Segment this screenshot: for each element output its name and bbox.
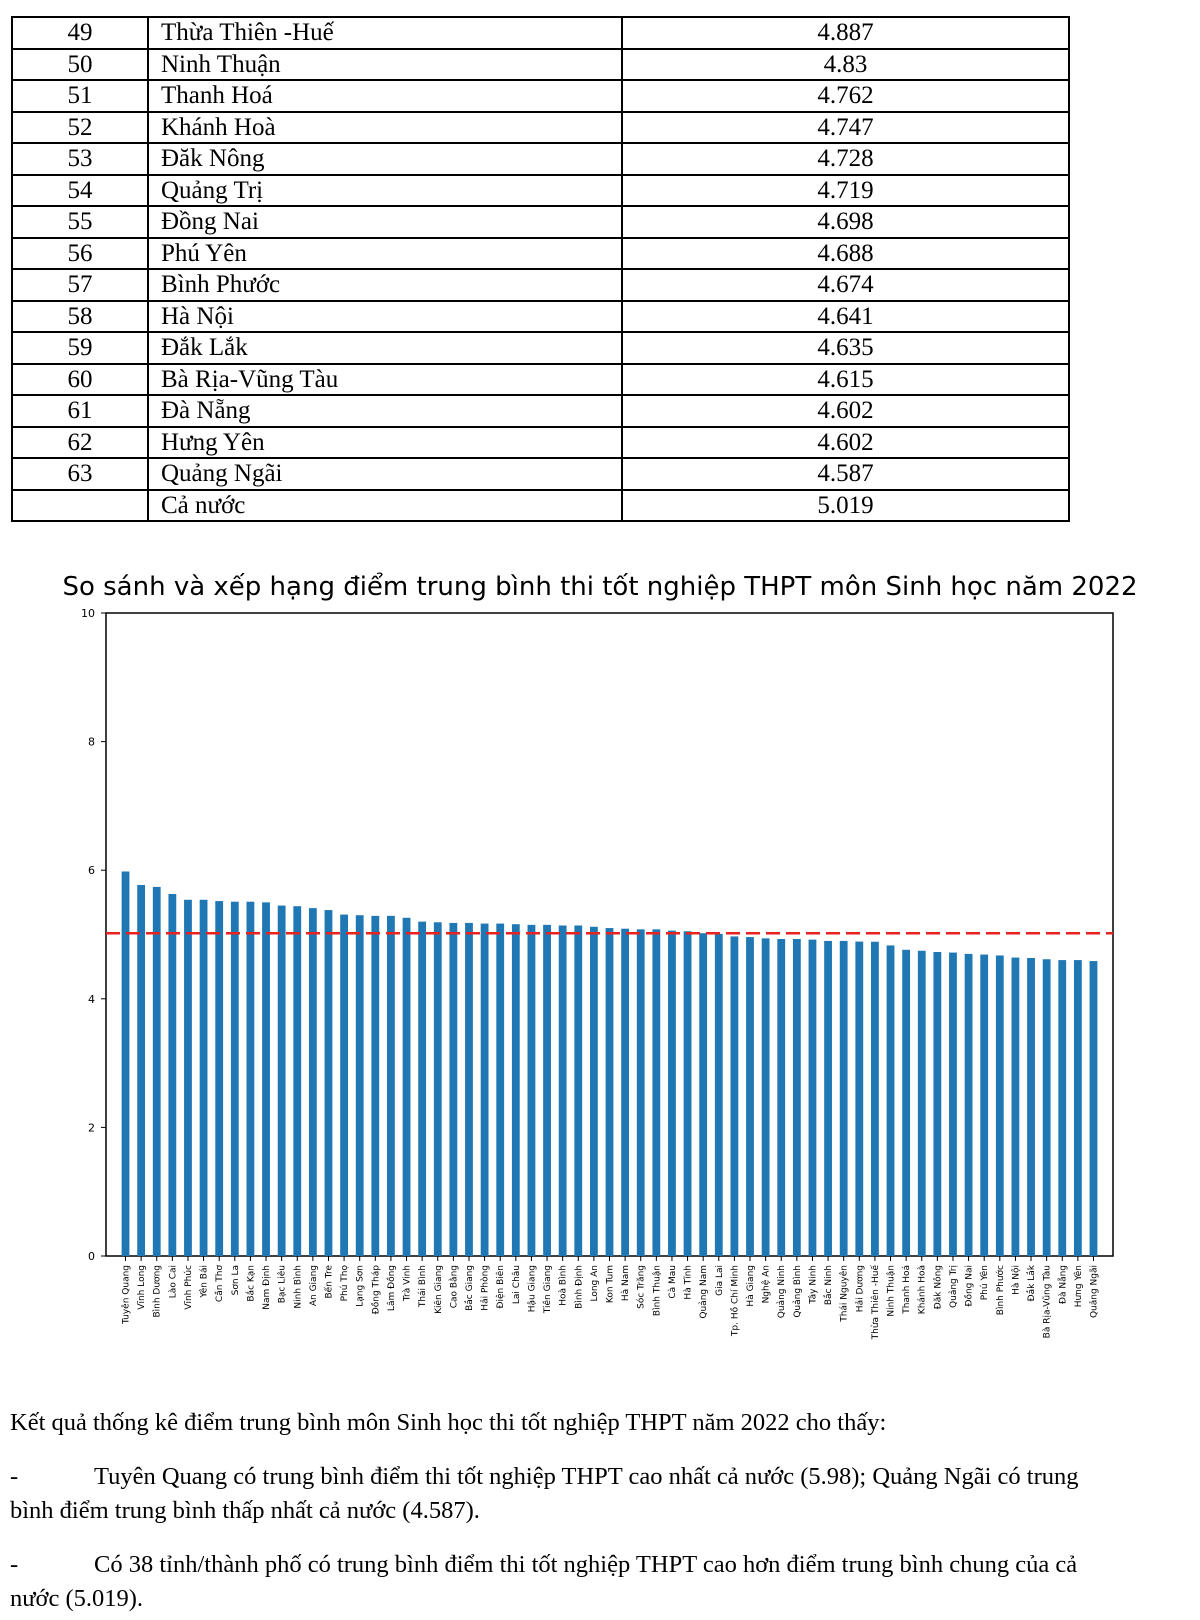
bar <box>481 924 489 1256</box>
bar-chart <box>0 600 1200 1360</box>
province-cell: Hà Nội <box>148 301 622 333</box>
province-cell: Thanh Hoá <box>148 80 622 112</box>
table-row <box>12 427 1069 459</box>
bar <box>684 931 692 1256</box>
bar <box>824 941 832 1256</box>
summary-intro: Kết quả thống kê điểm trung bình môn Sinh học thi tốt nghiệp THPT năm 2022 cho thấy: <box>10 1409 887 1436</box>
x-tick-label: Bình Thuận <box>652 1265 663 1317</box>
bar <box>574 925 582 1256</box>
score-cell: 4.602 <box>622 427 1069 459</box>
bar <box>215 901 223 1256</box>
bar <box>403 918 411 1256</box>
province-cell: Hưng Yên <box>148 427 622 459</box>
bar <box>809 940 817 1256</box>
x-tick-label: Tp. Hồ Chí Minh <box>730 1265 741 1337</box>
x-tick-label: Khánh Hoà <box>917 1265 928 1315</box>
rank-cell: 59 <box>12 332 148 364</box>
bar <box>1074 960 1082 1256</box>
table-row <box>12 80 1069 112</box>
table-row <box>12 364 1069 396</box>
bar <box>512 924 520 1256</box>
x-tick-label: Thái Nguyên <box>839 1265 850 1322</box>
rank-cell: 58 <box>12 301 148 333</box>
rank-cell: 54 <box>12 175 148 207</box>
table-row <box>12 112 1069 144</box>
score-cell: 4.887 <box>622 17 1069 49</box>
ranking-table <box>11 16 1070 522</box>
x-tick-label: Quảng Ngãi <box>1089 1265 1100 1319</box>
bar <box>855 942 863 1256</box>
province-cell: Khánh Hoà <box>148 112 622 144</box>
bar <box>762 938 770 1256</box>
bar <box>231 902 239 1256</box>
table-row <box>12 332 1069 364</box>
table-row <box>12 17 1069 49</box>
bar <box>418 922 426 1256</box>
y-tick-label: 4 <box>88 992 95 1006</box>
x-tick-label: Vĩnh Long <box>137 1265 148 1310</box>
bar <box>434 922 442 1256</box>
x-tick-label: Hưng Yên <box>1073 1265 1084 1308</box>
table-row <box>12 49 1069 81</box>
score-cell: 4.615 <box>622 364 1069 396</box>
x-tick-label: Đà Nẵng <box>1058 1265 1069 1305</box>
table-row <box>12 269 1069 301</box>
bar <box>387 916 395 1256</box>
bar <box>449 923 457 1256</box>
x-tick-label: Ninh Bình <box>293 1265 304 1309</box>
x-tick-label: Trà Vinh <box>402 1265 413 1302</box>
table-row <box>12 458 1069 490</box>
province-cell: Đăk Nông <box>148 143 622 175</box>
bar <box>980 955 988 1256</box>
rank-cell: 57 <box>12 269 148 301</box>
y-tick-label: 0 <box>88 1250 95 1263</box>
x-tick-label: Nghệ An <box>761 1265 772 1304</box>
x-tick-label: Kon Tum <box>605 1265 616 1304</box>
province-cell: Quảng Trị <box>148 175 622 207</box>
score-cell: 4.587 <box>622 458 1069 490</box>
x-tick-label: Quảng Ninh <box>777 1265 788 1319</box>
bar <box>699 933 707 1256</box>
score-cell: 4.635 <box>622 332 1069 364</box>
rank-cell: 55 <box>12 206 148 238</box>
bar <box>902 950 910 1256</box>
score-cell: 4.747 <box>622 112 1069 144</box>
x-tick-label: Bắc Giang <box>464 1265 475 1311</box>
x-tick-label: Cao Bằng <box>449 1265 460 1309</box>
bar <box>730 936 738 1256</box>
bar <box>1012 958 1020 1256</box>
x-tick-label: Đăk Nông <box>933 1265 944 1310</box>
table-row <box>12 490 1069 522</box>
x-tick-label: Bắc Kạn <box>246 1265 257 1302</box>
bar <box>606 928 614 1256</box>
bullet-marker: - <box>10 1551 19 1578</box>
province-cell: Đồng Nai <box>148 206 622 238</box>
bar <box>168 894 176 1256</box>
bar <box>949 953 957 1256</box>
x-tick-label: Đồng Tháp <box>371 1265 382 1315</box>
score-cell: 4.83 <box>622 49 1069 81</box>
bar <box>1027 958 1035 1256</box>
score-cell: 4.688 <box>622 238 1069 270</box>
province-cell: Thừa Thiên -Huế <box>148 17 622 49</box>
x-tick-label: Hải Phòng <box>480 1265 491 1311</box>
bar <box>465 923 473 1256</box>
bar <box>621 929 629 1256</box>
bar <box>668 931 676 1256</box>
x-tick-label: Quảng Trị <box>948 1265 959 1308</box>
table-row <box>12 395 1069 427</box>
table-row <box>12 301 1069 333</box>
x-tick-label: Hải Dương <box>855 1265 866 1313</box>
y-tick-label: 2 <box>88 1121 95 1135</box>
x-tick-label: Hà Nội <box>1011 1265 1022 1295</box>
bar <box>559 925 567 1256</box>
x-tick-label: Kiên Giang <box>433 1265 444 1314</box>
score-cell: 4.674 <box>622 269 1069 301</box>
bar <box>840 941 848 1256</box>
rank-cell: 61 <box>12 395 148 427</box>
score-cell: 4.762 <box>622 80 1069 112</box>
x-tick-label: Điện Biên <box>496 1265 507 1309</box>
rank-cell: 52 <box>12 112 148 144</box>
x-tick-label: An Giang <box>308 1265 319 1307</box>
score-cell: 4.698 <box>622 206 1069 238</box>
x-tick-label: Gia Lai <box>714 1265 725 1296</box>
bar <box>1090 961 1098 1256</box>
x-tick-label: Thừa Thiên -Huế <box>870 1265 881 1340</box>
bar <box>871 942 879 1256</box>
rank-cell: 50 <box>12 49 148 81</box>
bar <box>356 915 364 1256</box>
bar <box>887 945 895 1256</box>
table-row <box>12 206 1069 238</box>
table-row <box>12 238 1069 270</box>
province-cell: Phú Yên <box>148 238 622 270</box>
x-tick-label: Quảng Bình <box>792 1265 803 1318</box>
bar <box>200 900 208 1256</box>
bar <box>153 887 161 1256</box>
bar <box>637 929 645 1256</box>
bar <box>1043 959 1051 1256</box>
score-cell: 5.019 <box>622 490 1069 522</box>
x-tick-label: Cần Thơ <box>215 1265 226 1303</box>
province-cell: Ninh Thuận <box>148 49 622 81</box>
x-tick-label: Thanh Hoá <box>902 1265 913 1314</box>
x-tick-label: Tây Ninh <box>808 1265 819 1304</box>
bar <box>340 915 348 1256</box>
province-cell: Quảng Ngãi <box>148 458 622 490</box>
bar <box>715 934 723 1256</box>
bar <box>777 939 785 1256</box>
province-cell: Bà Rịa-Vũng Tàu <box>148 364 622 396</box>
rank-cell: 53 <box>12 143 148 175</box>
bar <box>278 906 286 1256</box>
x-tick-label: Bình Định <box>574 1265 585 1309</box>
x-tick-label: Vĩnh Phúc <box>183 1265 194 1310</box>
bar <box>652 929 660 1256</box>
bullet-1-text: Tuyên Quang có trung bình điểm thi tốt nghiệp THPT cao nhất cả nước (5.98); Quảng Ngãi có trung bình điểm trung bình thấp nhất cả nước (4.587). <box>10 1463 1079 1524</box>
x-tick-label: Ninh Thuận <box>886 1265 897 1317</box>
rank-cell <box>12 490 148 522</box>
score-cell: 4.602 <box>622 395 1069 427</box>
rank-cell: 49 <box>12 17 148 49</box>
x-tick-label: Bến Tre <box>324 1265 335 1299</box>
x-tick-label: Tiền Giang <box>543 1265 554 1314</box>
bar <box>309 908 317 1256</box>
x-tick-label: Hà Tĩnh <box>683 1265 694 1300</box>
bullet-marker: - <box>10 1463 19 1490</box>
x-tick-label: Lào Cai <box>168 1265 179 1299</box>
province-cell: Cả nước <box>148 490 622 522</box>
x-tick-label: Sơn La <box>230 1265 241 1296</box>
bar <box>122 871 130 1256</box>
bar <box>590 927 598 1256</box>
score-cell: 4.719 <box>622 175 1069 207</box>
x-tick-label: Hà Nam <box>621 1265 632 1302</box>
x-tick-label: Lạng Sơn <box>355 1265 366 1307</box>
bar <box>933 952 941 1256</box>
x-tick-label: Lâm Đồng <box>386 1265 397 1312</box>
x-tick-label: Tuyên Quang <box>121 1265 132 1324</box>
bar <box>528 925 536 1256</box>
ranking-table-body <box>12 17 1069 521</box>
x-tick-label: Phú Yên <box>980 1265 991 1301</box>
bar <box>184 900 192 1256</box>
y-tick-label: 8 <box>88 735 95 749</box>
bar <box>262 902 270 1256</box>
rank-cell: 56 <box>12 238 148 270</box>
bar <box>371 916 379 1256</box>
summary-bullet-1 <box>10 1460 1080 1528</box>
bar <box>965 954 973 1256</box>
table-row <box>12 143 1069 175</box>
x-tick-label: Nam Định <box>262 1265 273 1310</box>
bar <box>793 939 801 1256</box>
x-tick-label: Bắc Ninh <box>824 1265 835 1306</box>
x-tick-label: Long An <box>589 1265 600 1302</box>
rank-cell: 51 <box>12 80 148 112</box>
table-row <box>12 175 1069 207</box>
x-tick-label: Sóc Trăng <box>636 1265 647 1309</box>
bar <box>543 925 551 1256</box>
chart-title: So sánh và xếp hạng điểm trung bình thi tốt nghiệp THPT môn Sinh học năm 2022 <box>62 572 1138 602</box>
bar <box>496 924 504 1256</box>
x-tick-label: Yên Bái <box>199 1265 210 1298</box>
bar <box>137 885 145 1256</box>
y-tick-label: 10 <box>81 607 95 620</box>
bullet-2-text: Có 38 tỉnh/thành phố có trung bình điểm thi tốt nghiệp THPT cao hơn điểm trung bình chung của cả nước (5.019). <box>10 1551 1078 1612</box>
x-tick-label: Hà Giang <box>746 1265 757 1307</box>
x-tick-label: Bạc Liêu <box>277 1265 288 1304</box>
x-tick-label: Hậu Giang <box>527 1265 538 1313</box>
x-tick-label: Bình Dương <box>152 1265 163 1318</box>
bar <box>293 906 301 1256</box>
rank-cell: 60 <box>12 364 148 396</box>
bar <box>996 955 1004 1256</box>
province-cell: Đắk Lắk <box>148 332 622 364</box>
summary-bullet-2 <box>10 1548 1080 1616</box>
x-tick-label: Đắk Lắk <box>1027 1265 1038 1302</box>
province-cell: Bình Phước <box>148 269 622 301</box>
x-tick-label: Bà Rịa-Vũng Tàu <box>1042 1265 1053 1339</box>
score-cell: 4.728 <box>622 143 1069 175</box>
y-tick-label: 6 <box>88 864 95 878</box>
score-cell: 4.641 <box>622 301 1069 333</box>
province-cell: Đà Nẵng <box>148 395 622 427</box>
bar <box>247 902 255 1256</box>
x-tick-label: Phú Thọ <box>340 1265 351 1302</box>
bar <box>325 910 333 1256</box>
x-tick-label: Đồng Nai <box>964 1265 975 1307</box>
bar <box>1058 960 1066 1256</box>
x-tick-label: Cà Mau <box>667 1265 678 1299</box>
rank-cell: 63 <box>12 458 148 490</box>
x-tick-label: Quảng Nam <box>699 1265 710 1319</box>
x-tick-label: Bình Phước <box>995 1265 1006 1316</box>
bar <box>918 951 926 1256</box>
rank-cell: 62 <box>12 427 148 459</box>
x-tick-label: Thái Bình <box>418 1265 429 1308</box>
x-tick-label: Hoà Bình <box>558 1265 569 1306</box>
x-tick-label: Lai Châu <box>511 1265 522 1305</box>
bar <box>746 937 754 1256</box>
